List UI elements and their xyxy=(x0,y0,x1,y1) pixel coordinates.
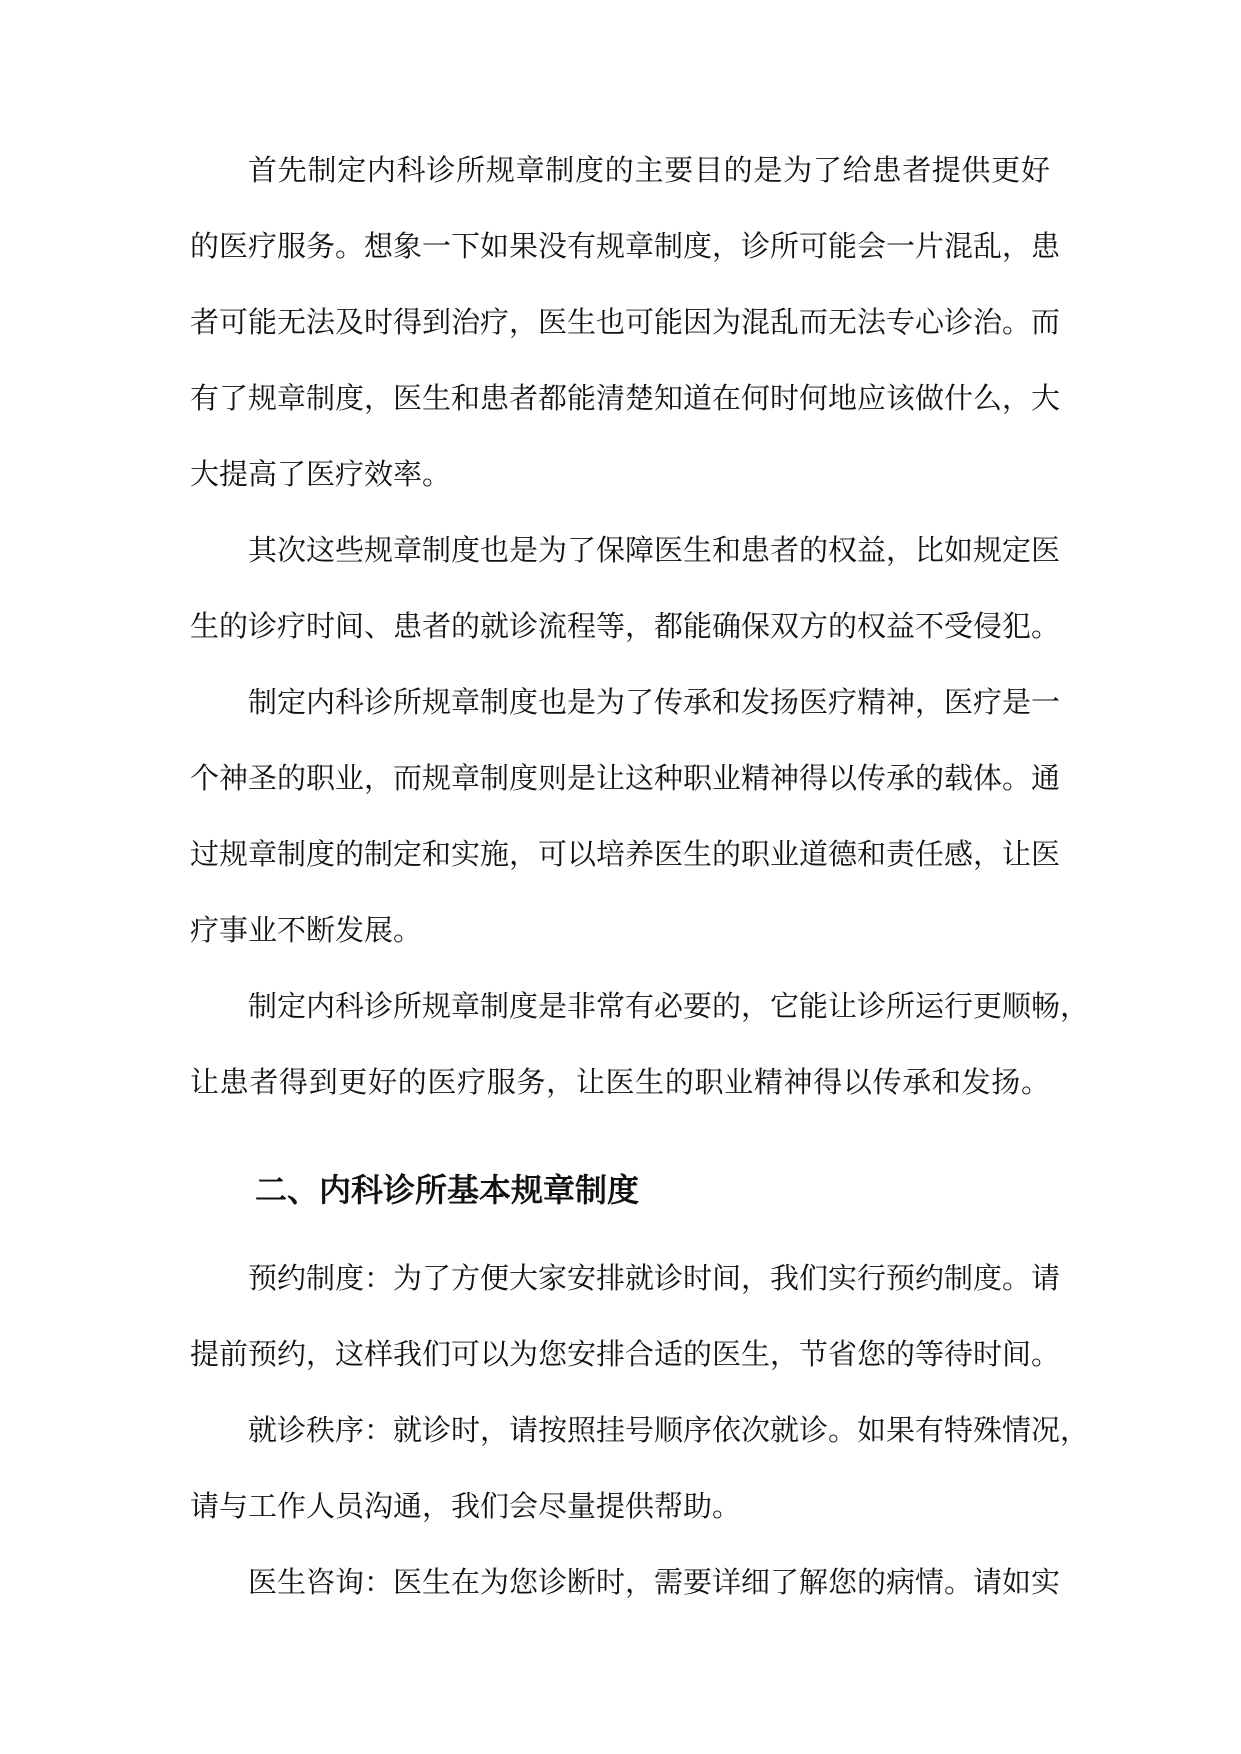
paragraph-4-line-2: 让患者得到更好的医疗服务，让医生的职业精神得以传承和发扬。 xyxy=(190,1065,1050,1099)
section-heading: 二、内科诊所基本规章制度 xyxy=(255,1171,640,1209)
paragraph-5-line-2: 提前预约，这样我们可以为您安排合适的医生，节省您的等待时间。 xyxy=(190,1337,1061,1371)
paragraph-3-line-4: 疗事业不断发展。 xyxy=(190,913,423,947)
paragraph-3-line-2: 个神圣的职业，而规章制度则是让这种职业精神得以传承的载体。通 xyxy=(190,761,1061,795)
paragraph-6-line-1: 就诊秩序：就诊时，请按照挂号顺序依次就诊。如果有特殊情况， xyxy=(248,1413,1090,1447)
paragraph-7-line-1: 医生咨询：医生在为您诊断时，需要详细了解您的病情。请如实 xyxy=(248,1565,1061,1599)
paragraph-1-line-5: 大提高了医疗效率。 xyxy=(190,457,452,491)
paragraph-4-line-1: 制定内科诊所规章制度是非常有必要的，它能让诊所运行更顺畅， xyxy=(248,989,1090,1023)
paragraph-1-line-1: 首先制定内科诊所规章制度的主要目的是为了给患者提供更好 xyxy=(248,153,1050,187)
paragraph-5-line-1: 预约制度：为了方便大家安排就诊时间，我们实行预约制度。请 xyxy=(248,1261,1061,1295)
paragraph-1-line-4: 有了规章制度，医生和患者都能清楚知道在何时何地应该做什么，大 xyxy=(190,381,1061,415)
paragraph-2-line-2: 生的诊疗时间、患者的就诊流程等，都能确保双方的权益不受侵犯。 xyxy=(190,609,1061,643)
paragraph-1-line-2: 的医疗服务。想象一下如果没有规章制度，诊所可能会一片混乱，患 xyxy=(190,229,1061,263)
paragraph-3-line-3: 过规章制度的制定和实施，可以培养医生的职业道德和责任感，让医 xyxy=(190,837,1061,871)
paragraph-2-line-1: 其次这些规章制度也是为了保障医生和患者的权益，比如规定医 xyxy=(248,533,1061,567)
paragraph-6-line-2: 请与工作人员沟通，我们会尽量提供帮助。 xyxy=(190,1489,742,1523)
paragraph-1-line-3: 者可能无法及时得到治疗，医生也可能因为混乱而无法专心诊治。而 xyxy=(190,305,1061,339)
paragraph-3-line-1: 制定内科诊所规章制度也是为了传承和发扬医疗精神，医疗是一 xyxy=(248,685,1061,719)
